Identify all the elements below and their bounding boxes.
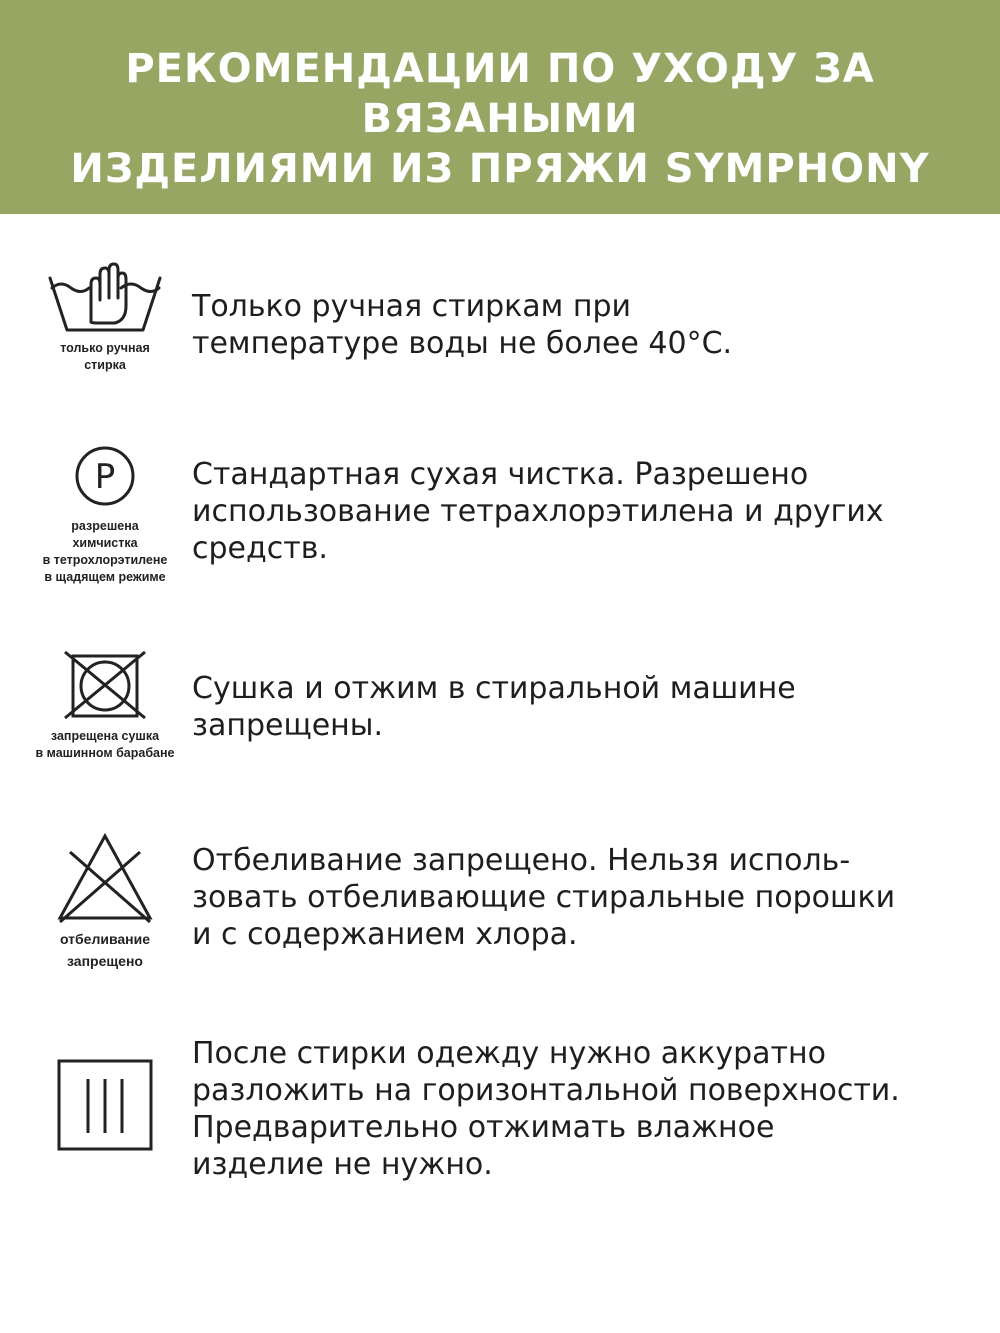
drip-dry-icon: [55, 1055, 155, 1155]
care-description: После стирки одежду нужно аккуратно разложить на горизонтальной поверхности. Предварительно отжимать влажное изделие не нужно.: [192, 1036, 900, 1182]
page-title-line-2: ИЗДЕЛИЯМИ ИЗ ПРЯЖИ SYMPHONY: [70, 146, 930, 192]
page-title: [0, 44, 1000, 194]
care-description: Стандартная сухая чистка. Разрешено использование тетрахлорэтилена и других средств.: [192, 457, 884, 566]
care-symbol: [20, 262, 190, 374]
care-symbol: [20, 444, 190, 586]
care-symbol: [20, 650, 190, 762]
no-tumble-dry-icon: [63, 650, 147, 720]
care-description: Отбеливание запрещено. Нельзя исполь- зовать отбеливающие стиральные порошки и с содержанием хлора.: [192, 843, 896, 952]
care-symbol-label: только ручная стирка: [60, 341, 150, 372]
care-symbol-label: разрешена химчистка в тетрохлорэтилене в щадящем режиме: [42, 519, 168, 584]
no-bleach-icon: [52, 830, 158, 926]
care-description: Только ручная стиркам при температуре воды не более 40°C.: [192, 289, 733, 361]
hand-wash-icon: [47, 262, 163, 336]
care-symbol: [20, 1055, 190, 1155]
dry-clean-p-icon: [70, 444, 140, 510]
header-banner: [0, 0, 1000, 214]
care-symbol-label: отбеливание запрещено: [59, 931, 151, 969]
care-description: Сушка и отжим в стиральной машине запрещены.: [192, 671, 796, 743]
svg-text:P: P: [94, 457, 116, 497]
page-title-line-1: РЕКОМЕНДАЦИИ ПО УХОДУ ЗА ВЯЗАНЫМИ: [125, 46, 875, 142]
care-symbol: [20, 830, 190, 972]
care-symbol-label: запрещена сушка в машинном барабане: [35, 729, 175, 760]
